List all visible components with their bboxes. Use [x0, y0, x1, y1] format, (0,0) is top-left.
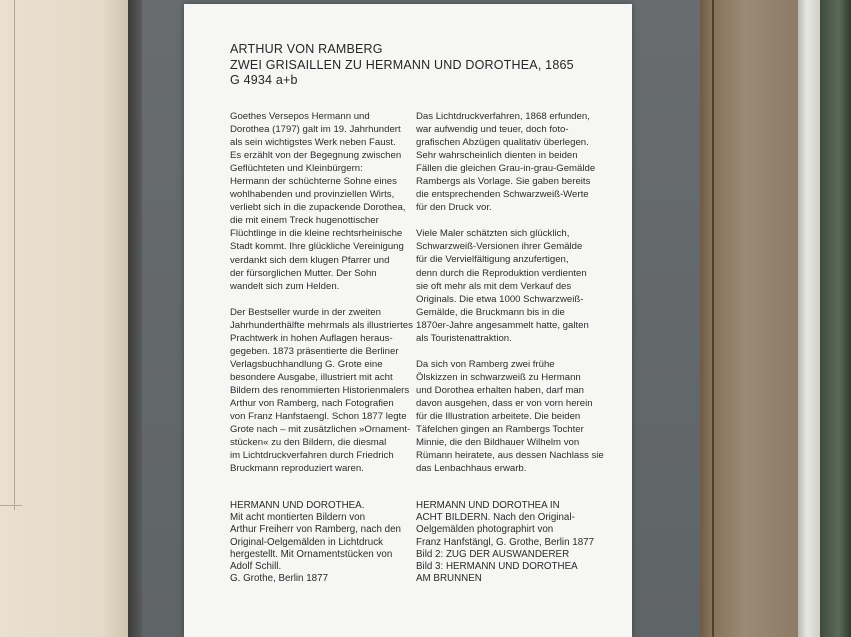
- book-citation-left: HERMANN UND DOROTHEA. Mit acht montierten Bildern von Arthur Freiherr von Ramberg, nach den Original-Oelgemälden in Lichtdruck hergestellt. Mit Ornamentstücken von Adolf Schill. G. Grothe, Berlin 1877: [230, 500, 401, 585]
- paragraph: Viele Maler schätzten sich glücklich, Schwarzweiß-Versionen ihrer Gemälde für die Vervielfältigung anzufertigen, denn durch die Reproduktion verdienten sie oft mehr als mit dem Verkauf des Originals. Die etwa 1000 Schwarzweiß- Gemälde, die Bruckmann bis in die 1870er-Jahre angesammelt hatte, galten als Touristenattraktion.: [416, 228, 589, 344]
- text-column-left: [230, 110, 416, 475]
- artist-name: ARTHUR VON RAMBERG: [230, 42, 383, 56]
- paragraph: Da sich von Ramberg zwei frühe Ölskizzen in schwarzweiß zu Hermann und Dorothea erhalten haben, darf man davon ausgehen, dass er von vorn herein für die Illustration arbeitete. Die beiden Täfelchen gingen an Rambergs Tochter Minnie, die den Bildhauer Wilhelm von Rümann heiratete, aus dessen Nachlass sie das Lenbachhaus erwarb.: [416, 358, 604, 475]
- book-page-rule-vertical: [14, 0, 15, 510]
- open-book-page: [0, 0, 128, 637]
- inventory-number: G 4934 a+b: [230, 73, 298, 87]
- artwork-title: ZWEI GRISAILLEN ZU HERMANN UND DOROTHEA, 1865: [230, 57, 574, 72]
- text-column-right: [416, 110, 612, 475]
- label-header: [230, 42, 610, 89]
- frame-inner-groove: [712, 0, 714, 637]
- book-edge-shadow: [128, 0, 142, 637]
- paragraph: Der Bestseller wurde in der zweiten Jahrhunderthälfte mehrmals als illustriertes Prachtwerk in hohen Auflagen heraus- gegeben. 1873 präsentierte die Berliner Verlagsbuchhandlung G. Grote eine besondere Ausgabe, illustriert mit acht Bildern des renommierten Historienmalers Arthur von Ramberg, nach Fotografien von Franz Hanfstaengl. Schon 1877 legte Grote nach – mit zusätzlichen »Ornament- stücken« zu den Bildern, die diesmal im Lichtdruckverfahren durch Friedrich Bruckmann reproduziert waren.: [230, 306, 413, 475]
- book-citation-right: HERMANN UND DOROTHEA IN ACHT BILDERN. Nach den Original- Oelgemälden photographirt von Franz Hanfstängl, G. Grothe, Berlin 1877 Bild 2: ZUG DER AUSWANDERER Bild 3: HERMANN UND DOROTHEA AM BRUNNEN: [416, 500, 595, 585]
- wooden-frame-edge: [700, 0, 800, 637]
- glass-case-reflection: [820, 0, 851, 637]
- paragraph: Goethes Versepos Hermann und Dorothea (1797) galt im 19. Jahrhundert als sein wichtigstes Werk neben Faust. Es erzählt von der Begegnung zwischen Geflüchteten und Kleinbürgern: Hermann der schüchterne Sohne eines wohlhabenden und provinziellen Wirts, verliebt sich in die zupackende Dorothea, die mit einem Treck hugenottischer Flüchtlinge in die kleine rechtsrheinische Stadt kommt. Ihre glückliche Vereinigung verdankt sich dem klugen Pfarrer und der fürsorglichen Mutter. Der Sohn wandelt sich zum Helden.: [230, 111, 406, 292]
- glass-case-edge: [798, 0, 820, 637]
- museum-label-card: [184, 4, 632, 637]
- paragraph: Das Lichtdruckverfahren, 1868 erfunden, war aufwendig und teuer, doch foto- grafischen Abzügen qualitativ überlegen. Sehr wahrscheinlich dienten in beiden Fällen die gleichen Grau-in-grau-Gemälde Rambergs als Vorlage. Sie gaben bereits die entsprechenden Schwarzweiß-Werte für den Druck vor.: [416, 111, 596, 214]
- book-page-rule-horizontal: [0, 505, 22, 506]
